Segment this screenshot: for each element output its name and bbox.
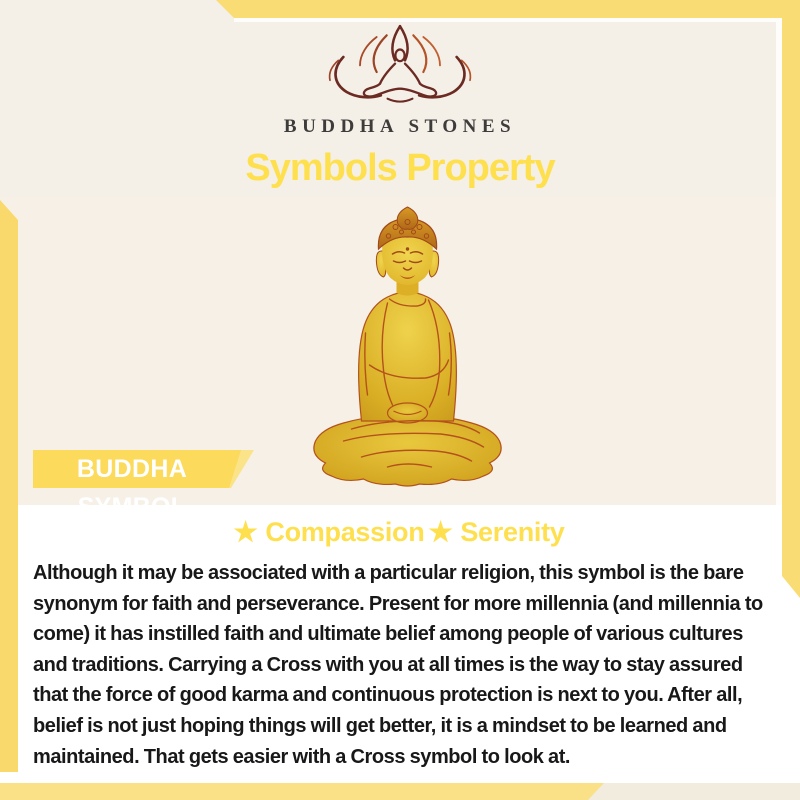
star-icon: ★ (233, 517, 258, 547)
page-title: Symbols Property (245, 147, 555, 189)
left-accent-strip (0, 200, 18, 772)
top-accent-bar (0, 0, 800, 18)
trait-label-serenity: Serenity (460, 517, 565, 547)
symbol-ribbon-label: BUDDHA SYMBOL (76, 455, 188, 521)
star-icon: ★ (428, 517, 453, 547)
bottom-accent-bar (0, 783, 604, 800)
lotus-meditation-icon (316, 22, 484, 112)
brand-logo (0, 22, 800, 138)
symbol-description: Although it may be associated with a particular religion, this symbol is the bare synonym for faith and perseverance. Present for more millennia (and millennia to come) it has instilled faith and ultimate belief among people of various cultures and traditions. Carrying a Cross with you at all times is the way to stay assured that the force of good karma and continuous protection is next to you. After all, belief is not just hoping things will get better, it is a mindset to be learned and maintained. That gets easier with a Cross symbol to look at. (33, 562, 763, 768)
brand-name: BUDDHA STONES (283, 116, 517, 137)
traits-line (0, 517, 800, 548)
buddha-statue-icon (295, 205, 521, 495)
trait-label-compassion: Compassion (265, 517, 425, 547)
buddha-statue-image (295, 205, 521, 500)
symbol-ribbon (33, 450, 257, 521)
